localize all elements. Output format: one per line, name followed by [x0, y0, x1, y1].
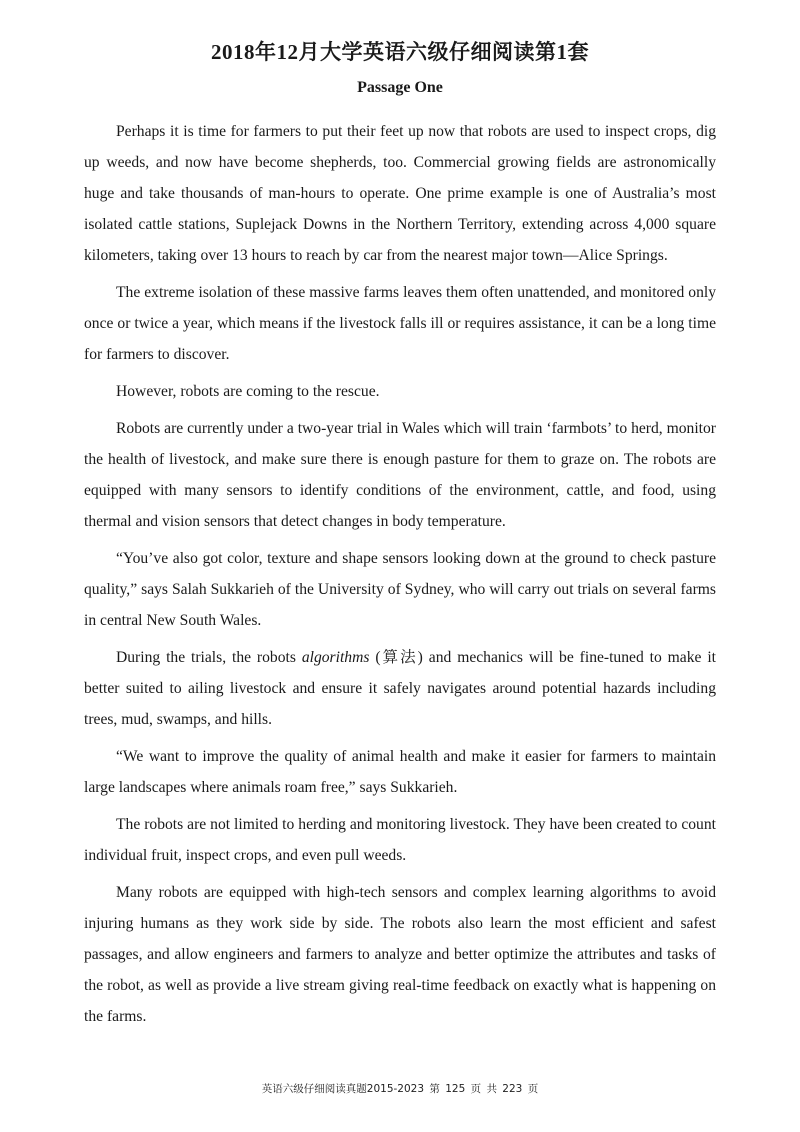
passage-title: Passage One [357, 79, 443, 96]
term-algorithms: algorithms [301, 649, 370, 666]
paragraph-3: However, robots are coming to the rescue. [116, 383, 380, 400]
term-gloss: (算法) [369, 649, 423, 666]
footer-page-label: 第 [429, 1083, 440, 1095]
paragraph-2: The extreme isolation of these massive farms leaves them often unattended, and monitored only once or twice a year, which means if the livestock falls ill or requires assistance, it can be a long time for farmers to discover. [84, 284, 716, 363]
paragraph-8: The robots are not limited to herding and monitoring livestock. They have been created to count individual fruit, inspect crops, and even pull weeds. [84, 816, 716, 864]
paragraph-6-after: and mechanics will be fine-tuned to make it better suited to ailing livestock and ensure it safely navigates around potential hazards including trees, mud, swamps, and hills. [84, 649, 716, 728]
footer-source: 英语六级仔细阅读真题2015-2023 [261, 1083, 425, 1095]
paragraph-5: “You’ve also got color, texture and shape sensors looking down at the ground to check pasture quality,” says Salah Sukkarieh of the University of Sydney, who will carry out trials on several farms in central New South Wales. [84, 550, 716, 629]
paragraph-4: Robots are currently under a two-year trial in Wales which will train ‘farmbots’ to herd, monitor the health of livestock, and make sure there is enough pasture for them to graze on. The robots are equipped with many sensors to identify conditions of the environment, cattle, and food, using thermal and vision sensors that detect changes in body temperature. [84, 420, 716, 530]
footer-total-pages: 223 [502, 1083, 523, 1095]
passage-body [84, 116, 716, 1038]
paragraph-9: Many robots are equipped with high-tech sensors and complex learning algorithms to avoid injuring humans as they work side by side. The robots also learn the most efficient and safest passages, and allow engineers and farmers to analyze and better optimize the attributes and tasks of the robot, as well as provide a live stream giving real-time feedback on exactly what is happening on the farms. [84, 884, 716, 1025]
footer-page-number: 125 [445, 1083, 466, 1095]
footer-total-unit: 页 [527, 1083, 539, 1095]
page-footer [0, 1081, 800, 1096]
document-title: 2018年12月大学英语六级仔细阅读第1套 [211, 40, 589, 64]
paragraph-6 [84, 642, 716, 735]
footer-total-label: 共 [486, 1083, 497, 1095]
paragraph-1: Perhaps it is time for farmers to put their feet up now that robots are used to inspect crops, dig up weeds, and now have become shepherds, too. Commercial growing fields are astronomically huge and take thousands of man-hours to operate. One prime example is one of Australia’s most isolated cattle stations, Suplejack Downs in the Northern Territory, extending across 4,000 square kilometers, taking over 13 hours to reach by car from the nearest major town—Alice Springs. [84, 123, 716, 264]
paragraph-7: “We want to improve the quality of animal health and make it easier for farmers to maintain large landscapes where animals roam free,” says Sukkarieh. [84, 748, 716, 796]
paragraph-6-before: During the trials, the robots [116, 649, 302, 666]
footer-page-unit: 页 [470, 1083, 482, 1095]
